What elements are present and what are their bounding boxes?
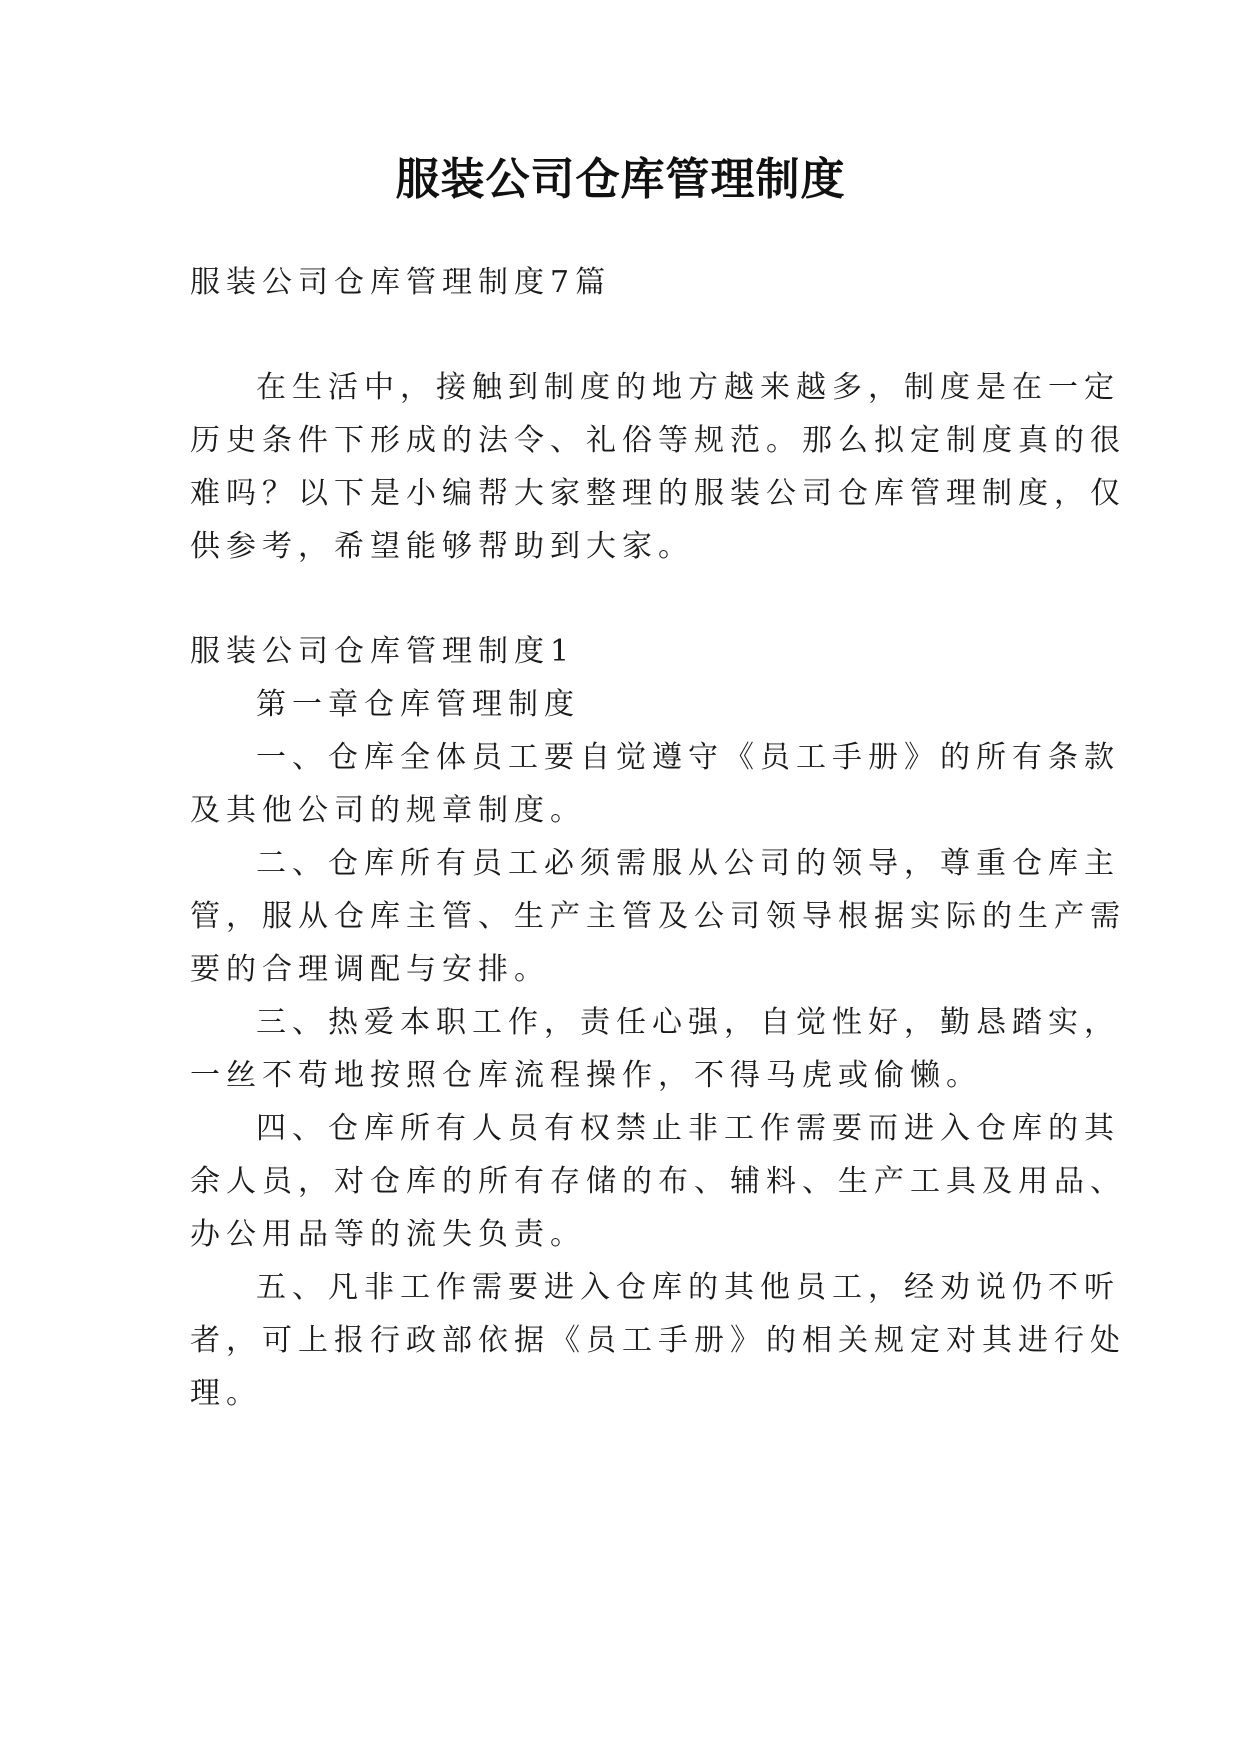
- clause-line: 四、仓库所有人员有权禁止非工作需要而进入仓库的其: [256, 1111, 1120, 1146]
- intro-line: 供参考，希望能够帮助到大家。: [190, 529, 694, 564]
- clause-line: 管，服从仓库主管、生产主管及公司领导根据实际的生产需: [190, 899, 1126, 934]
- clause-line: 要的合理调配与安排。: [190, 952, 550, 987]
- intro-line: 在生活中，接触到制度的地方越来越多，制度是在一定: [256, 370, 1120, 405]
- clause-line: 余人员，对仓库的所有存储的布、辅料、生产工具及用品、: [190, 1164, 1126, 1199]
- clause-line: 一、仓库全体员工要自觉遵守《员工手册》的所有条款: [256, 740, 1120, 775]
- clause-line: 及其他公司的规章制度。: [190, 793, 586, 828]
- intro-line: 难吗？以下是小编帮大家整理的服装公司仓库管理制度，仅: [190, 476, 1126, 511]
- document-title: 服装公司仓库管理制度: [395, 154, 846, 205]
- clause-line: 一丝不苟地按照仓库流程操作，不得马虎或偷懒。: [190, 1058, 982, 1093]
- clause-line: 理。: [190, 1376, 262, 1411]
- clause-line: 办公用品等的流失负责。: [190, 1217, 586, 1252]
- clause-line: 五、凡非工作需要进入仓库的其他员工，经劝说仍不听: [256, 1270, 1120, 1305]
- clause-line: 三、热爱本职工作，责任心强，自觉性好，勤恳踏实，: [256, 1005, 1120, 1040]
- document-subtitle: 服装公司仓库管理制度7篇: [190, 265, 612, 300]
- clause-line: 者，可上报行政部依据《员工手册》的相关规定对其进行处: [190, 1323, 1126, 1358]
- intro-line: 历史条件下形成的法令、礼俗等规范。那么拟定制度真的很: [190, 423, 1126, 458]
- section-heading: 服装公司仓库管理制度1: [190, 634, 576, 669]
- clause-line: 二、仓库所有员工必须需服从公司的领导，尊重仓库主: [256, 846, 1120, 881]
- chapter-heading: 第一章仓库管理制度: [256, 687, 580, 722]
